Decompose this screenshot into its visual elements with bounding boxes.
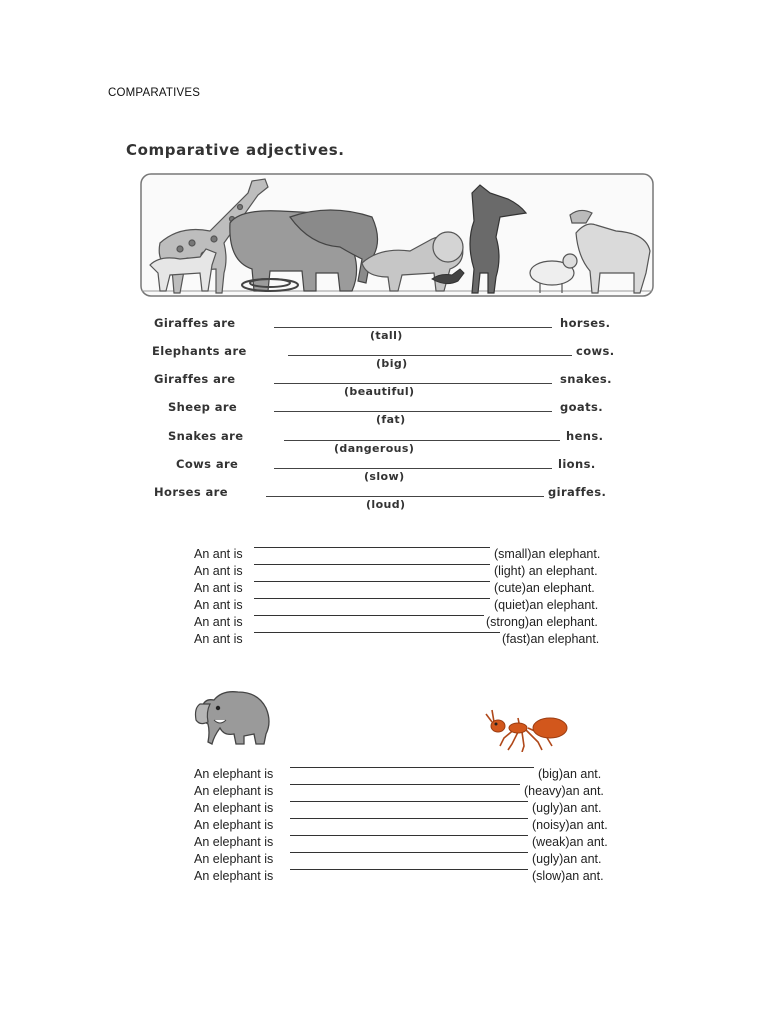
exercise3-hint: (slow)an ant. (532, 869, 604, 883)
exercise2-hint: (cute)an elephant. (494, 581, 595, 595)
exercise3-hint: (noisy)an ant. (532, 818, 608, 832)
exercise1-lead: Giraffes are (154, 372, 236, 386)
exercise1-lead: Cows are (176, 457, 239, 471)
exercise1-lead: Giraffes are (154, 316, 236, 330)
exercise3-lead: An elephant is (194, 835, 274, 849)
exercise3-hint: (ugly)an ant. (532, 852, 602, 866)
exercise1-row (150, 372, 640, 400)
exercise1-row (150, 429, 640, 457)
answer-blank[interactable] (274, 468, 552, 469)
exercise1-row (150, 457, 640, 485)
exercise1-hint: (slow) (364, 470, 405, 483)
answer-blank[interactable] (274, 327, 552, 328)
exercise3-hint: (big)an ant. (538, 767, 602, 781)
exercise2-lead: An ant is (194, 564, 243, 578)
ant-icon (482, 708, 574, 752)
exercise3-lead: An elephant is (194, 767, 274, 781)
answer-blank[interactable] (254, 598, 490, 599)
exercise1-hint: (tall) (370, 329, 403, 342)
exercise1-tail: giraffes. (548, 485, 607, 499)
answer-blank[interactable] (254, 615, 484, 616)
answer-blank[interactable] (274, 411, 552, 412)
exercise1-hint: (beautiful) (344, 385, 415, 398)
exercise1-tail: horses. (560, 316, 611, 330)
exercise3-row (194, 869, 624, 886)
exercise3-lead: An elephant is (194, 784, 274, 798)
exercise1-row (150, 316, 640, 344)
exercise2-lead: An ant is (194, 615, 243, 629)
answer-blank[interactable] (290, 784, 520, 785)
exercise2-row (194, 564, 624, 581)
exercise3-row (194, 852, 624, 869)
exercise1-tail: hens. (566, 429, 604, 443)
answer-blank[interactable] (254, 564, 490, 565)
exercise2-hint: (light) an elephant. (494, 564, 598, 578)
exercise2-lead: An ant is (194, 581, 243, 595)
answer-blank[interactable] (266, 496, 544, 497)
exercise2-lead: An ant is (194, 547, 243, 561)
exercise2-hint: (fast)an elephant. (502, 632, 600, 646)
exercise1-row (150, 344, 640, 372)
elephant-icon (192, 686, 272, 748)
exercise3-row (194, 784, 624, 801)
exercise1-lead: Snakes are (168, 429, 244, 443)
exercise2-lead: An ant is (194, 632, 243, 646)
exercise3-hint: (heavy)an ant. (524, 784, 604, 798)
exercise1-tail: cows. (576, 344, 615, 358)
worksheet-title: Comparative adjectives. (126, 141, 345, 159)
exercise2-row (194, 581, 624, 598)
exercise1-tail: snakes. (560, 372, 612, 386)
exercise2-row (194, 632, 624, 649)
exercise2-hint: (strong)an elephant. (486, 615, 598, 629)
exercise3-hint: (weak)an ant. (532, 835, 608, 849)
answer-blank[interactable] (288, 355, 572, 356)
exercise2-hint: (small)an elephant. (494, 547, 601, 561)
answer-blank[interactable] (254, 632, 500, 633)
exercise3-row (194, 835, 624, 852)
exercise1-lead: Elephants are (152, 344, 247, 358)
exercise3-row (194, 818, 624, 835)
exercise1-hint: (loud) (366, 498, 406, 511)
animals-illustration (140, 173, 654, 297)
exercise2-lead: An ant is (194, 598, 243, 612)
exercise2-row (194, 547, 624, 564)
exercise3-lead: An elephant is (194, 852, 274, 866)
answer-blank[interactable] (254, 581, 490, 582)
exercise1-hint: (fat) (376, 413, 406, 426)
answer-blank[interactable] (274, 383, 552, 384)
exercise3-row (194, 767, 624, 784)
answer-blank[interactable] (254, 547, 490, 548)
exercise1-tail: goats. (560, 400, 604, 414)
exercise2-row (194, 615, 624, 632)
exercise1-lead: Horses are (154, 485, 228, 499)
exercise3-lead: An elephant is (194, 818, 274, 832)
answer-blank[interactable] (290, 818, 528, 819)
exercise1-row (150, 400, 640, 428)
exercise1-tail: lions. (558, 457, 596, 471)
exercise1-row (150, 485, 640, 513)
exercise3-row (194, 801, 624, 818)
answer-blank[interactable] (290, 852, 528, 853)
exercise3-lead: An elephant is (194, 801, 274, 815)
answer-blank[interactable] (290, 835, 528, 836)
answer-blank[interactable] (290, 801, 528, 802)
exercise1-hint: (big) (376, 357, 408, 370)
exercise3-lead: An elephant is (194, 869, 274, 883)
answer-blank[interactable] (290, 869, 528, 870)
exercise2-row (194, 598, 624, 615)
exercise1-hint: (dangerous) (334, 442, 415, 455)
exercise3-hint: (ugly)an ant. (532, 801, 602, 815)
answer-blank[interactable] (284, 440, 560, 441)
answer-blank[interactable] (290, 767, 534, 768)
exercise1-lead: Sheep are (168, 400, 238, 414)
page-heading: COMPARATIVES (108, 87, 201, 99)
exercise2-hint: (quiet)an elephant. (494, 598, 599, 612)
